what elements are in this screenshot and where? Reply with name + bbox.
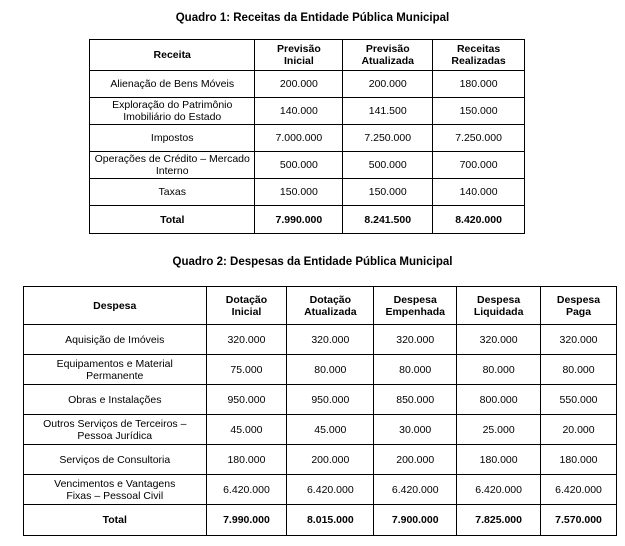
value-cell: 320.000 bbox=[206, 325, 287, 355]
value-cell: 6.420.000 bbox=[541, 475, 617, 505]
row-label: Obras e Instalações bbox=[24, 385, 207, 415]
value-cell: 141.500 bbox=[343, 98, 433, 125]
column-header: Despesa bbox=[24, 287, 207, 325]
value-cell: 6.420.000 bbox=[457, 475, 541, 505]
total-row bbox=[90, 206, 525, 234]
table-row bbox=[24, 415, 617, 445]
value-cell: 7.000.000 bbox=[255, 125, 343, 152]
table-row bbox=[24, 325, 617, 355]
value-cell: 950.000 bbox=[287, 385, 374, 415]
total-value: 7.570.000 bbox=[541, 505, 617, 536]
value-cell: 30.000 bbox=[374, 415, 457, 445]
value-cell: 320.000 bbox=[541, 325, 617, 355]
value-cell: 320.000 bbox=[287, 325, 374, 355]
value-cell: 7.250.000 bbox=[343, 125, 433, 152]
value-cell: 140.000 bbox=[255, 98, 343, 125]
table-row bbox=[24, 445, 617, 475]
column-header: Dotação Atualizada bbox=[287, 287, 374, 325]
row-label: Operações de Crédito – Mercado Interno bbox=[90, 152, 255, 179]
column-header: Previsão Atualizada bbox=[343, 40, 433, 71]
row-label: Equipamentos e Material Permanente bbox=[24, 355, 207, 385]
total-label: Total bbox=[24, 505, 207, 536]
total-value: 8.241.500 bbox=[343, 206, 433, 234]
row-label: Alienação de Bens Móveis bbox=[90, 71, 255, 98]
value-cell: 800.000 bbox=[457, 385, 541, 415]
total-value: 7.990.000 bbox=[206, 505, 287, 536]
row-label: Vencimentos e Vantagens Fixas – Pessoal Civil bbox=[24, 475, 207, 505]
table-row bbox=[24, 475, 617, 505]
column-header: Previsão Inicial bbox=[255, 40, 343, 71]
table-row bbox=[90, 98, 525, 125]
total-value: 7.825.000 bbox=[457, 505, 541, 536]
value-cell: 6.420.000 bbox=[206, 475, 287, 505]
value-cell: 850.000 bbox=[374, 385, 457, 415]
table-row bbox=[90, 125, 525, 152]
value-cell: 200.000 bbox=[343, 71, 433, 98]
value-cell: 180.000 bbox=[541, 445, 617, 475]
column-header: Dotação Inicial bbox=[206, 287, 287, 325]
table-row bbox=[90, 179, 525, 206]
receitas-table bbox=[89, 39, 525, 234]
value-cell: 6.420.000 bbox=[287, 475, 374, 505]
value-cell: 180.000 bbox=[457, 445, 541, 475]
value-cell: 150.000 bbox=[255, 179, 343, 206]
value-cell: 200.000 bbox=[287, 445, 374, 475]
row-label: Taxas bbox=[90, 179, 255, 206]
value-cell: 150.000 bbox=[343, 179, 433, 206]
total-label: Total bbox=[90, 206, 255, 234]
row-label: Outros Serviços de Terceiros – Pessoa Jurídica bbox=[24, 415, 207, 445]
value-cell: 180.000 bbox=[206, 445, 287, 475]
despesas-table bbox=[23, 286, 617, 536]
column-header: Receita bbox=[90, 40, 255, 71]
value-cell: 80.000 bbox=[457, 355, 541, 385]
table-row bbox=[90, 71, 525, 98]
table-row bbox=[24, 385, 617, 415]
quadro2-title: Quadro 2: Despesas da Entidade Pública Municipal bbox=[172, 256, 453, 268]
value-cell: 320.000 bbox=[457, 325, 541, 355]
value-cell: 950.000 bbox=[206, 385, 287, 415]
column-header: Despesa Liquidada bbox=[457, 287, 541, 325]
column-header: Receitas Realizadas bbox=[433, 40, 525, 71]
column-header: Despesa Paga bbox=[541, 287, 617, 325]
total-value: 7.900.000 bbox=[374, 505, 457, 536]
value-cell: 45.000 bbox=[206, 415, 287, 445]
value-cell: 80.000 bbox=[287, 355, 374, 385]
table-row bbox=[24, 355, 617, 385]
value-cell: 7.250.000 bbox=[433, 125, 525, 152]
value-cell: 80.000 bbox=[374, 355, 457, 385]
value-cell: 550.000 bbox=[541, 385, 617, 415]
value-cell: 180.000 bbox=[433, 71, 525, 98]
value-cell: 500.000 bbox=[255, 152, 343, 179]
value-cell: 75.000 bbox=[206, 355, 287, 385]
row-label: Exploração do Patrimônio Imobiliário do Estado bbox=[90, 98, 255, 125]
value-cell: 80.000 bbox=[541, 355, 617, 385]
value-cell: 500.000 bbox=[343, 152, 433, 179]
total-value: 8.420.000 bbox=[433, 206, 525, 234]
table-row bbox=[90, 152, 525, 179]
value-cell: 140.000 bbox=[433, 179, 525, 206]
value-cell: 700.000 bbox=[433, 152, 525, 179]
row-label: Serviços de Consultoria bbox=[24, 445, 207, 475]
row-label: Aquisição de Imóveis bbox=[24, 325, 207, 355]
total-value: 7.990.000 bbox=[255, 206, 343, 234]
header-row bbox=[90, 40, 525, 71]
value-cell: 45.000 bbox=[287, 415, 374, 445]
row-label: Impostos bbox=[90, 125, 255, 152]
value-cell: 25.000 bbox=[457, 415, 541, 445]
value-cell: 320.000 bbox=[374, 325, 457, 355]
column-header: Despesa Empenhada bbox=[374, 287, 457, 325]
total-row bbox=[24, 505, 617, 536]
value-cell: 150.000 bbox=[433, 98, 525, 125]
header-row bbox=[24, 287, 617, 325]
quadro1-title: Quadro 1: Receitas da Entidade Pública Municipal bbox=[175, 12, 450, 24]
total-value: 8.015.000 bbox=[287, 505, 374, 536]
value-cell: 20.000 bbox=[541, 415, 617, 445]
value-cell: 200.000 bbox=[255, 71, 343, 98]
value-cell: 200.000 bbox=[374, 445, 457, 475]
value-cell: 6.420.000 bbox=[374, 475, 457, 505]
